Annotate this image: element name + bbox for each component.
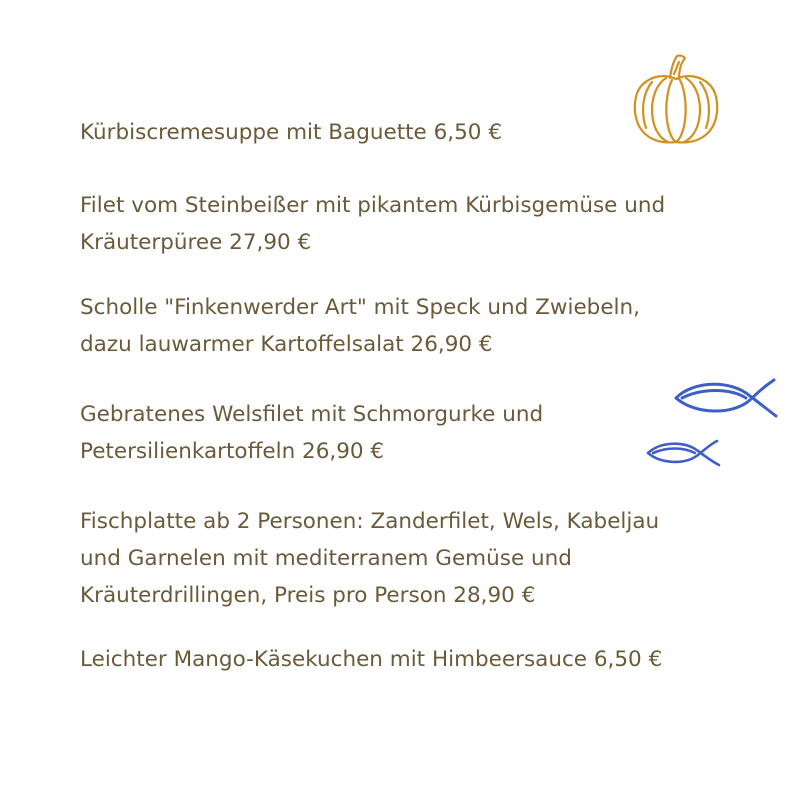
menu-item-line: Kräuterpüree 27,90 € [80,230,312,255]
pumpkin-icon [630,52,722,146]
menu-item-line: Leichter Mango-Käsekuchen mit Himbeersauce 6,50 € [80,647,663,672]
menu-item-line: Scholle "Finkenwerder Art" mit Speck und Zwiebeln, [80,295,640,320]
menu-item-line: Petersilienkartoffeln 26,90 € [80,439,385,464]
menu-item-line: dazu lauwarmer Kartoffelsalat 26,90 € [80,332,493,357]
fish-icon [672,376,782,422]
menu-item-fischplatte [80,503,760,614]
menu-item-steinbeisser [80,187,760,261]
menu-item-scholle [80,289,760,363]
menu-item-line: Kürbiscremesuppe mit Baguette 6,50 € [80,120,503,145]
menu-item-line: Gebratenes Welsfilet mit Schmorgurke und [80,402,544,427]
menu-item-line: Fischplatte ab 2 Personen: Zanderfilet, Wels, Kabeljau [80,509,660,534]
menu-item-line: und Garnelen mit mediterranem Gemüse und [80,546,572,571]
menu-item-line: Kräuterdrillingen, Preis pro Person 28,90 € [80,583,536,608]
fish-icon [645,438,723,468]
menu-item-line: Filet vom Steinbeißer mit pikantem Kürbisgemüse und [80,193,666,218]
menu-item-kaesekuchen [80,641,760,678]
